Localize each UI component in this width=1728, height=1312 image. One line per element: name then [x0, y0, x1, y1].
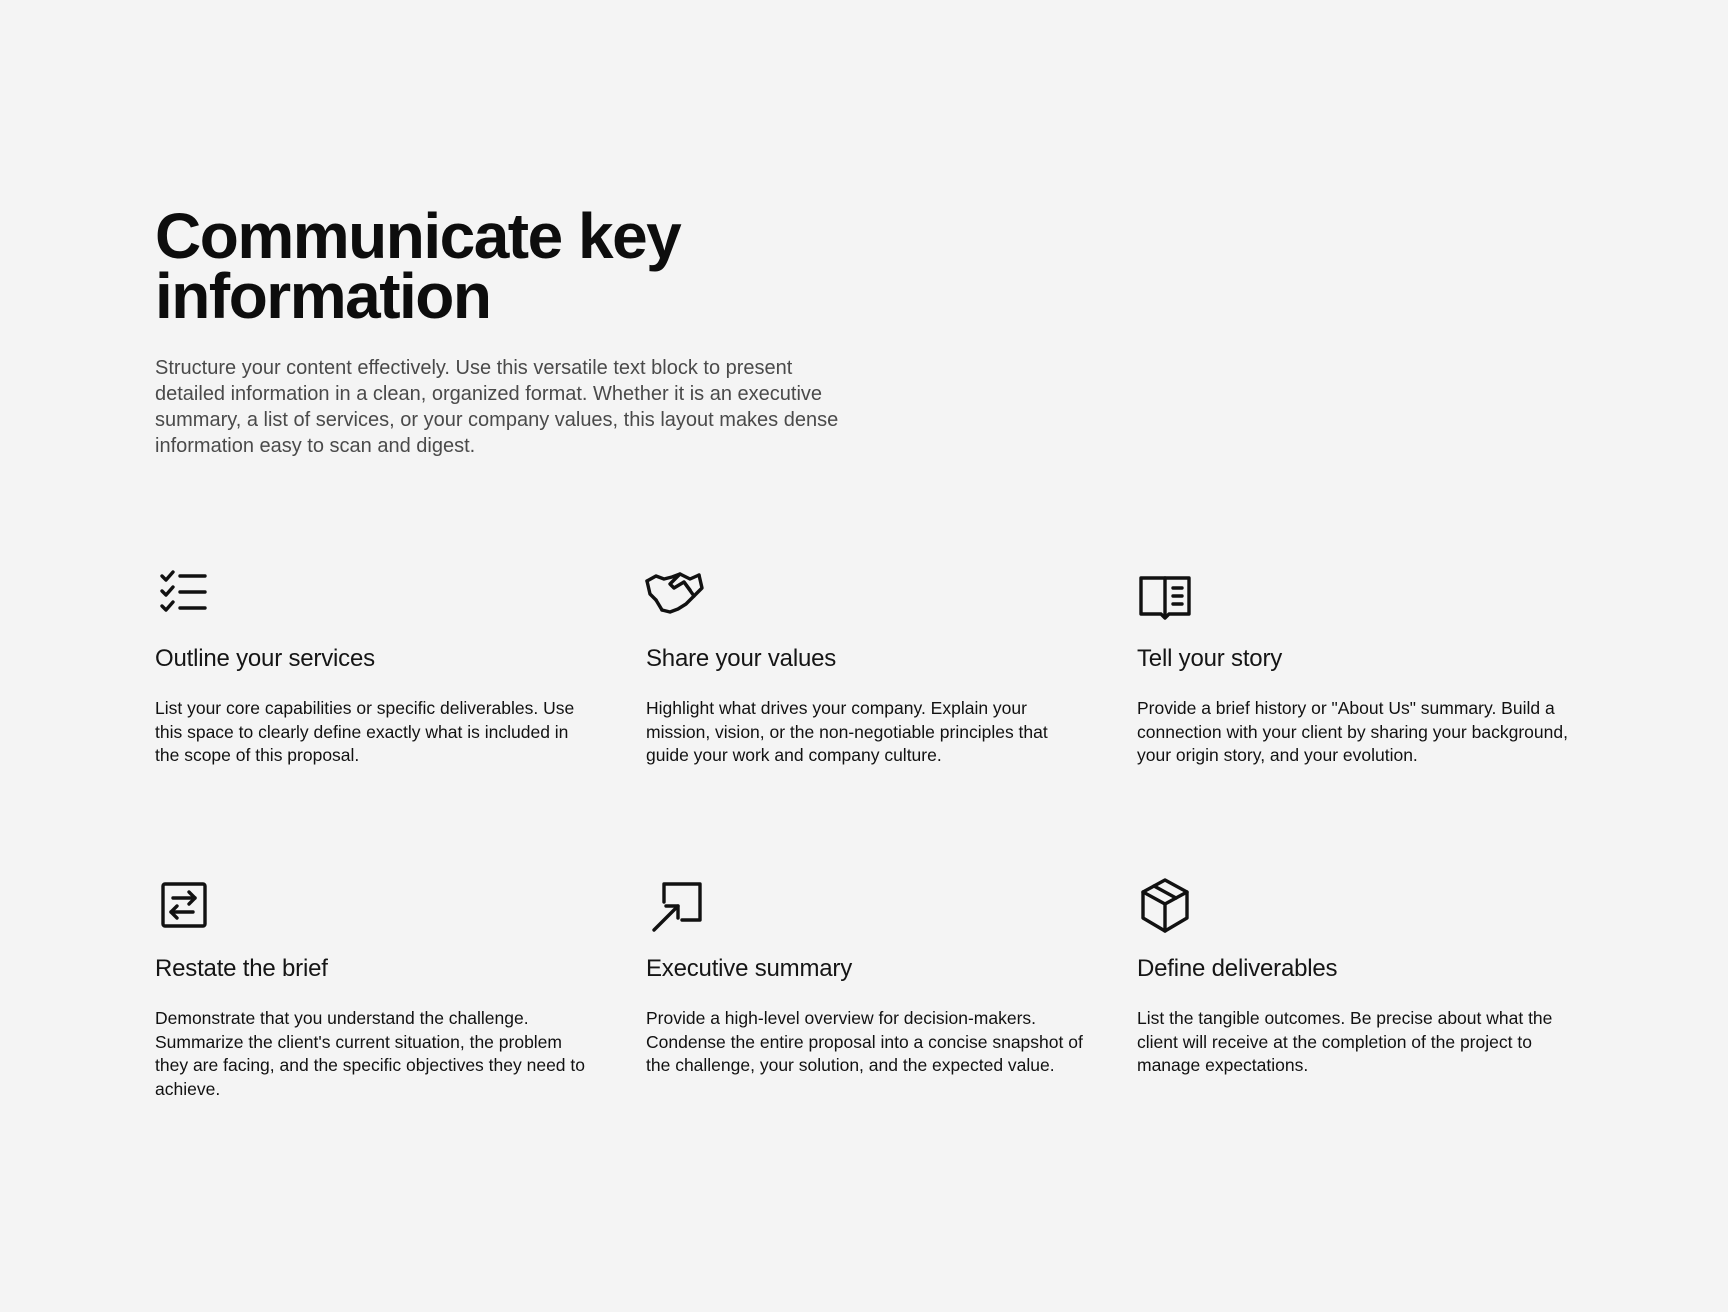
handshake-icon — [644, 566, 712, 626]
feature-description: Demonstrate that you understand the challenge. Summarize the client's current situation, the problem they are facing, and the specific objectives they need to achieve. — [155, 1008, 585, 1099]
feature-share-values — [646, 566, 1137, 876]
package-box-icon — [1135, 876, 1203, 936]
feature-tell-story — [1137, 566, 1585, 876]
feature-title: Executive summary — [646, 955, 852, 982]
feature-executive-summary — [646, 876, 1137, 1136]
open-book-icon — [1135, 566, 1203, 626]
feature-grid — [155, 566, 1585, 1136]
intro-paragraph: Structure your content effectively. Use this versatile text block to present detailed information in a clean, organized format. Whether it is an executive summary, a list of services, or your company values, this layout makes dense information easy to scan and digest. — [155, 357, 839, 457]
page-title: Communicate key information — [155, 200, 681, 332]
feature-title: Outline your services — [155, 645, 375, 672]
feature-title: Define deliverables — [1137, 955, 1338, 982]
feature-description: Highlight what drives your company. Explain your mission, vision, or the non-negotiable principles that guide your work and company culture. — [646, 698, 1048, 765]
feature-restate-brief — [155, 876, 646, 1136]
feature-description: List the tangible outcomes. Be precise about what the client will receive at the completion of the project to manage expectations. — [1137, 1008, 1553, 1075]
feature-title: Restate the brief — [155, 955, 328, 982]
feature-title: Tell your story — [1137, 645, 1283, 672]
feature-outline-services — [155, 566, 646, 876]
checklist-icon — [153, 566, 221, 626]
swap-arrows-icon — [153, 876, 221, 936]
feature-description: Provide a brief history or "About Us" summary. Build a connection with your client by sharing your background, your origin story, and your evolution. — [1137, 698, 1568, 765]
feature-description: List your core capabilities or specific deliverables. Use this space to clearly define exactly what is included in the scope of this proposal. — [155, 698, 575, 765]
feature-description: Provide a high-level overview for decision-makers. Condense the entire proposal into a concise snapshot of the challenge, your solution, and the expected value. — [646, 1008, 1083, 1075]
arrow-into-box-icon — [644, 876, 712, 936]
feature-title: Share your values — [646, 645, 837, 672]
feature-define-deliverables — [1137, 876, 1585, 1136]
